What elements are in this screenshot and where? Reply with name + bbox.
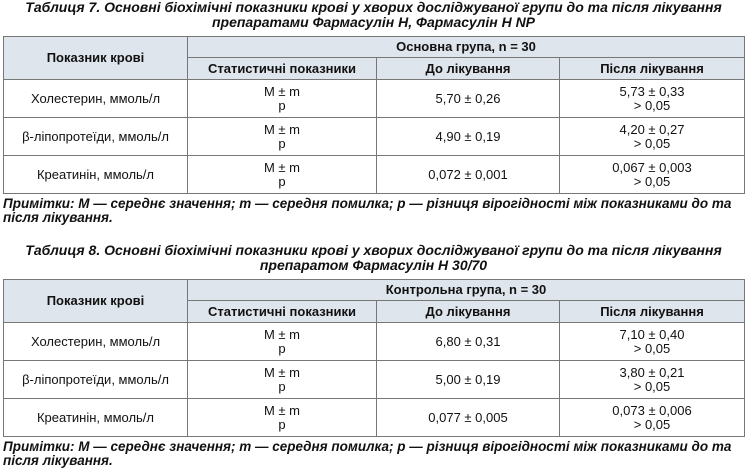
table-caption: [0, 243, 747, 273]
table-note: Примітки: М — середнє значення; m — середня помилка; р — різниця вірогідності між показниками до та після лікування.: [3, 196, 732, 225]
table-row: [4, 156, 745, 194]
header-before: До лікування: [377, 58, 560, 80]
after-cell: 3,80 ± 0,21 > 0,05: [560, 361, 745, 399]
stat-cell: M ± m p: [188, 118, 377, 156]
stat-cell: M ± m p: [188, 156, 377, 194]
after-cell: 7,10 ± 0,40 > 0,05: [560, 323, 745, 361]
stat-cell: M ± m p: [188, 323, 377, 361]
header-stats: Статистичні показники: [188, 58, 377, 80]
table-note: Примітки: М — середнє значення; m — середня помилка; р — різниця вірогідності між показниками до та після лікування.: [3, 439, 732, 468]
header-indicator: Показник крові: [4, 280, 188, 323]
header-group: Основна група, n = 30: [188, 37, 745, 58]
header-after: Після лікування: [560, 58, 745, 80]
before-value: 6,80 ± 0,31: [377, 323, 560, 361]
caption-line: Таблиця 7. Основні біохімічні показники крові у хворих досліджуваної групи до та після лікування: [25, 0, 722, 15]
row-label: Креатинін, ммоль/л: [4, 156, 188, 194]
caption-line: препаратом Фармасулін Н 30/70: [259, 257, 488, 273]
data-table: [3, 279, 745, 437]
after-cell: 0,073 ± 0,006 > 0,05: [560, 399, 745, 437]
table-caption: [0, 0, 747, 30]
table-row: [4, 399, 745, 437]
stat-cell: M ± m p: [188, 399, 377, 437]
after-cell: 0,067 ± 0,003 > 0,05: [560, 156, 745, 194]
header-indicator: Показник крові: [4, 37, 188, 80]
before-value: 0,072 ± 0,001: [377, 156, 560, 194]
table-row: [4, 323, 745, 361]
data-table: [3, 36, 745, 194]
stat-cell: M ± m p: [188, 361, 377, 399]
before-value: 4,90 ± 0,19: [377, 118, 560, 156]
caption-line: препаратами Фармасулін Н, Фармасулін Н NP: [211, 14, 536, 30]
row-label: Креатинін, ммоль/л: [4, 399, 188, 437]
after-cell: 4,20 ± 0,27 > 0,05: [560, 118, 745, 156]
caption-line: Таблиця 8. Основні біохімічні показники крові у хворих досліджуваної групи до та після лікування: [25, 242, 722, 258]
after-cell: 5,73 ± 0,33 > 0,05: [560, 80, 745, 118]
row-label: Холестерин, ммоль/л: [4, 80, 188, 118]
before-value: 0,077 ± 0,005: [377, 399, 560, 437]
header-stats: Статистичні показники: [188, 301, 377, 323]
row-label: Холестерин, ммоль/л: [4, 323, 188, 361]
table-row: [4, 80, 745, 118]
before-value: 5,00 ± 0,19: [377, 361, 560, 399]
row-label: β-ліпопротеїди, ммоль/л: [4, 361, 188, 399]
table-row: [4, 118, 745, 156]
header-group: Контрольна група, n = 30: [188, 280, 745, 301]
header-before: До лікування: [377, 301, 560, 323]
table-row: [4, 361, 745, 399]
before-value: 5,70 ± 0,26: [377, 80, 560, 118]
row-label: β-ліпопротеїди, ммоль/л: [4, 118, 188, 156]
stat-cell: M ± m p: [188, 80, 377, 118]
header-after: Після лікування: [560, 301, 745, 323]
